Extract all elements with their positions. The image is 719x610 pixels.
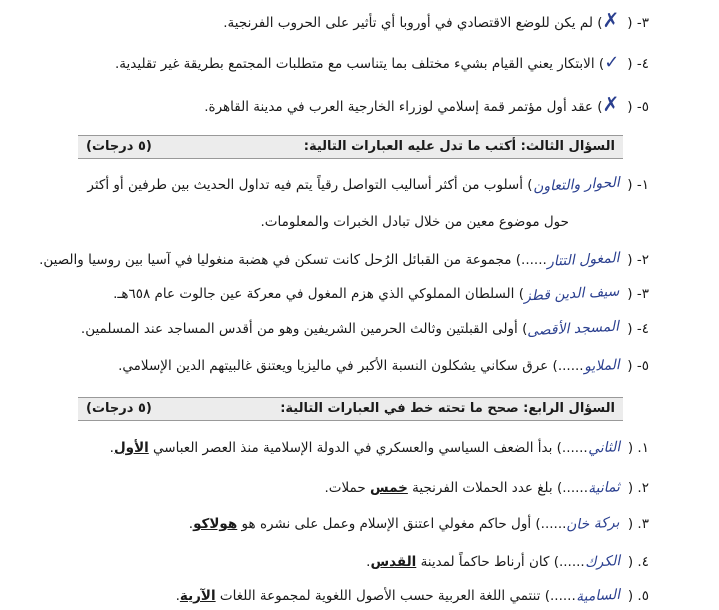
q4-item-3 xyxy=(40,514,649,534)
item-number: ٤. ( xyxy=(627,554,649,570)
q3-item-2 xyxy=(40,250,649,270)
statement-text: عرق سكاني يشكلون النسبة الأكبر في ماليزيا ويعتنق غالبيتهم الدين الإسلامي. xyxy=(118,358,549,374)
statement-end: . xyxy=(109,440,114,456)
question-4-header xyxy=(78,397,623,421)
statement-text: بلغ عدد الحملات الفرنجية xyxy=(407,480,553,496)
handwritten-answer: المسجد الأقصى xyxy=(526,318,620,340)
question-3-points: (٥ درجات) xyxy=(86,139,152,154)
item-number: ١- ( xyxy=(627,177,649,193)
statement-end: حملات. xyxy=(324,480,370,496)
question-3-header xyxy=(78,135,623,159)
paren-close: ......) xyxy=(515,252,547,268)
item-number: ٤- ( xyxy=(627,56,649,72)
handwritten-answer: المغول التتار xyxy=(546,250,620,270)
item-number: ٢- ( xyxy=(627,252,649,268)
paren-close: ) xyxy=(597,15,603,31)
handwritten-answer: سيف الدين قطز xyxy=(523,283,620,305)
statement-end: . xyxy=(175,588,180,604)
statement-text: الابتكار يعني القيام بشيء مختلف بما يتناسب مع متطلبات المجتمع بطريقة غير تقليدية. xyxy=(115,56,595,72)
item-number: ٣. ( xyxy=(627,516,649,532)
paren-close: ) xyxy=(527,177,533,193)
statement-text: حول موضوع معين من خلال تبادل الخبرات والمعلومات. xyxy=(260,214,569,230)
statement-text: أسلوب من أكثر أساليب التواصل رقياً يتم فيه تداول الحديث بين طرفين أو أكثر xyxy=(87,177,523,193)
paren-close: ......) xyxy=(553,554,585,570)
q4-item-5 xyxy=(40,586,649,606)
q3-item-5 xyxy=(40,356,649,376)
q3-item-1-continued xyxy=(40,212,569,232)
q4-item-1 xyxy=(40,438,649,458)
item-number: ٢. ( xyxy=(627,480,649,496)
paren-close: ......) xyxy=(552,358,584,374)
tf-item-5 xyxy=(40,94,649,117)
tf-item-4 xyxy=(40,53,649,74)
item-number: ٤- ( xyxy=(627,321,649,337)
item-number: ٥. ( xyxy=(627,588,649,604)
check-mark-icon: ✓ xyxy=(604,52,620,73)
question-3-title: السؤال الثالث: أكتب ما تدل عليه العبارات التالية: xyxy=(303,139,615,154)
statement-text: أول حاكم مغولي اعتنق الإسلام وعمل على نشره هو xyxy=(237,516,532,532)
item-number: ١. ( xyxy=(627,440,649,456)
item-number: ٥- ( xyxy=(627,358,649,374)
q3-item-1 xyxy=(40,175,649,195)
underlined-word: هولاكو xyxy=(193,516,238,532)
underlined-word: الآرية xyxy=(179,588,216,604)
statement-text: مجموعة من القبائل الرُحل كانت تسكن في هضبة منغوليا في آسيا بين روسيا والصين. xyxy=(39,252,512,268)
underlined-word: القدس xyxy=(370,554,417,570)
cross-mark-icon: ✗ xyxy=(602,92,620,116)
paren-close: ......) xyxy=(544,588,576,604)
question-4-points: (٥ درجات) xyxy=(86,401,152,416)
cross-mark-icon: ✗ xyxy=(602,8,620,32)
statement-text: أولى القبلتين وثالث الحرمين الشريفين وهو من أقدس المساجد عند المسلمين. xyxy=(80,321,518,337)
statement-text: عقد أول مؤتمر قمة إسلامي لوزراء الخارجية العرب في مدينة القاهرة. xyxy=(204,99,593,115)
q4-item-4 xyxy=(40,552,649,572)
handwritten-answer: الملايو xyxy=(583,357,620,375)
handwritten-answer: الكرك xyxy=(584,553,621,571)
handwritten-answer: الثاني xyxy=(587,439,621,457)
paren-close: ......) xyxy=(556,440,588,456)
statement-end: . xyxy=(188,516,194,532)
handwritten-answer: ثمانية xyxy=(587,479,621,497)
statement-text: كان أرناط حاكماً لمدينة xyxy=(416,554,550,570)
item-number: ٣- ( xyxy=(627,15,649,31)
statement-end: . xyxy=(366,554,371,570)
handwritten-answer: بركة خان xyxy=(566,514,621,534)
statement-text: تنتمي اللغة العربية حسب الأصول اللغوية لمجموعة اللغات xyxy=(215,588,541,604)
paren-close: ) xyxy=(522,321,528,337)
statement-text: بدأ الضعف السياسي والعسكري في الدولة الإسلامية منذ العصر العباسي xyxy=(148,440,553,456)
q4-item-2 xyxy=(40,478,649,498)
statement-text: السلطان المملوكي الذي هزم المغول في معركة عين جالوت عام ٦٥٨هـ. xyxy=(113,286,515,302)
statement-text: لم يكن للوضع الاقتصادي في أوروبا أي تأثير على الحروب الفرنجية. xyxy=(223,15,593,31)
q3-item-3 xyxy=(40,284,649,304)
tf-item-3 xyxy=(40,10,649,33)
paren-close: ) xyxy=(518,286,524,302)
paren-close: ) xyxy=(597,99,603,115)
question-4-title: السؤال الرابع: صحح ما تحته خط في العبارات التالية: xyxy=(280,401,615,416)
paren-close: ) xyxy=(598,56,605,72)
paren-close: ......) xyxy=(556,480,588,496)
item-number: ٥- ( xyxy=(627,99,649,115)
item-number: ٣- ( xyxy=(627,286,649,302)
q3-item-4 xyxy=(40,319,649,339)
underlined-word: خمس xyxy=(369,480,408,496)
handwritten-answer: الحوار والتعاون xyxy=(532,174,620,196)
underlined-word: الأول xyxy=(113,440,149,456)
paren-close: ......) xyxy=(535,516,567,532)
handwritten-answer: السامية xyxy=(575,586,621,606)
